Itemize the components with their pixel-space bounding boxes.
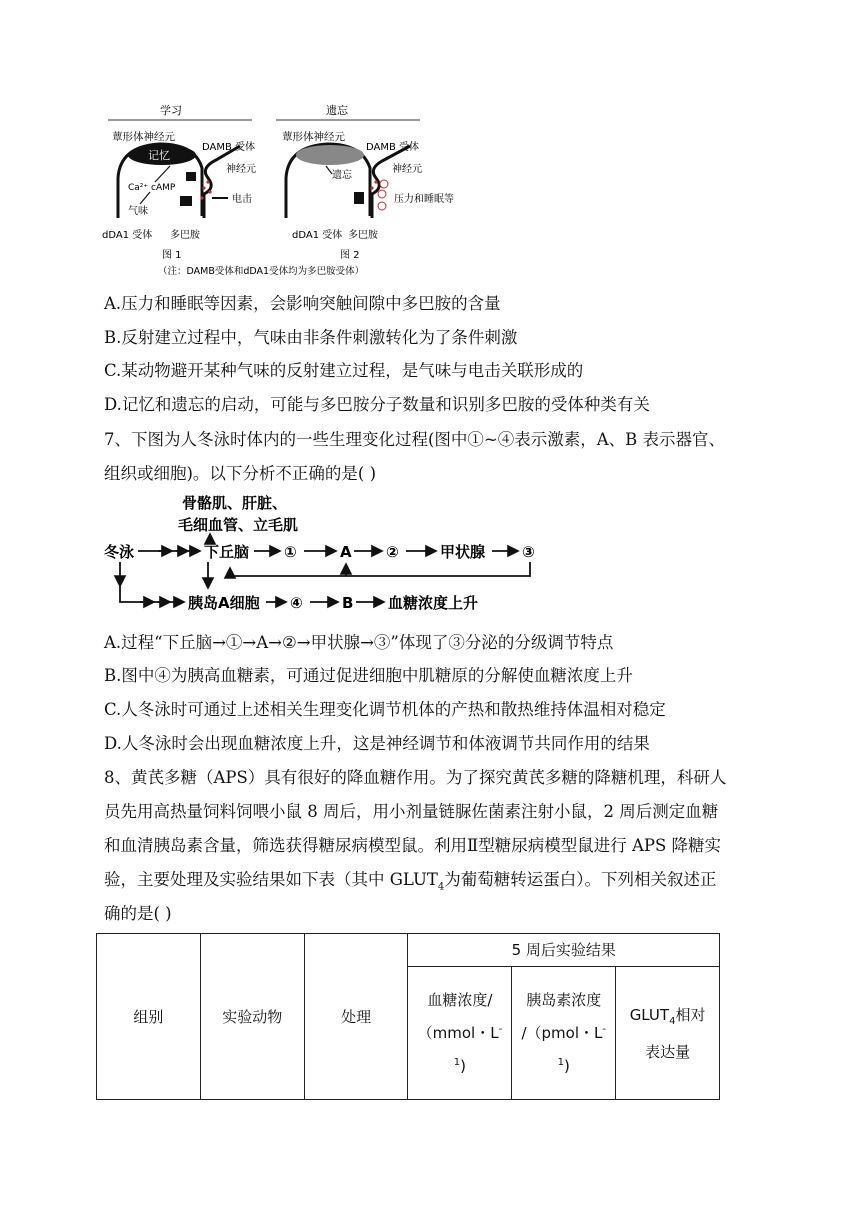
- q8-stem-line-4: [104, 869, 717, 898]
- dda1-receptor-label-2: dDA1 受体: [292, 230, 343, 241]
- header-glut4-c: 表达量: [645, 1042, 691, 1061]
- fig1-caption: 图 1: [162, 250, 182, 261]
- q7-option-b: B.图中④为胰高血糖素，可通过促进细胞中肌糖原的分解使血糖浓度上升: [104, 666, 633, 685]
- panel-learn-title: 学习: [160, 104, 182, 117]
- hormone-1-node: ①: [284, 543, 297, 561]
- glucose-up-node: 血糖浓度上升: [388, 594, 479, 612]
- neuron-label-2: 神经元: [392, 164, 422, 175]
- forget-region: [296, 145, 364, 165]
- header-animal: 实验动物: [200, 934, 304, 1100]
- damb-receptor-label-2: DAMB 受体: [366, 142, 420, 153]
- q6-option-a: A.压力和睡眠等因素，会影响突触间隙中多巴胺的含量: [104, 294, 501, 313]
- header-glucose-line-1: 血糖浓度/: [427, 991, 493, 1009]
- dopamine-label-2: 多巴胺: [348, 230, 378, 241]
- q8-stem-line-3: 和血清胰岛素含量，筛选获得糖尿病模型鼠。利用Ⅱ型糖尿病模型鼠进行 APS 降糖实: [104, 836, 722, 855]
- hormone-4-node: ④: [290, 594, 303, 612]
- memory-label: 记忆: [148, 149, 170, 162]
- damb-receptor-label-1: DAMB 受体: [202, 142, 256, 153]
- effector-targets-line-1: 骨骼肌、肝脏、: [182, 494, 288, 512]
- figure-note: （注：DAMB受体和dDA1受体均为多巴胺受体）: [158, 266, 365, 277]
- dopamine-label-1: 多巴胺: [170, 230, 200, 241]
- experiment-table: [96, 933, 720, 1100]
- header-glucose-exp: 1: [453, 1057, 461, 1068]
- dda1-receptor-label-1: dDA1 受体: [102, 230, 153, 241]
- hormone-2-node: ②: [386, 543, 399, 561]
- q6-option-d: D.记忆和遗忘的启动，可能与多巴胺分子数量和识别多巴胺的受体种类有关: [104, 395, 650, 414]
- q8-stem-line-2: 员先用高热量饲料饲喂小鼠 8 周后，用小剂量链脲佐菌素注射小鼠，2 周后测定血糖: [104, 802, 719, 821]
- q8-stem-line-4-end: 为葡萄糖转运蛋白）。下列相关叙述正: [444, 870, 717, 889]
- organ-b-node: B: [342, 594, 354, 612]
- q7-option-a: A.过程“下丘脑→①→A→②→甲状腺→③”体现了③分泌的分级调节特点: [104, 633, 614, 652]
- panel-forget-title: 遗忘: [326, 104, 348, 117]
- q8-glut-subscript: 4: [437, 881, 445, 893]
- header-insulin-line-2: /（pmol・L: [521, 1024, 603, 1042]
- q7-stem-line-1: 7、下图为人冬泳时体内的一些生理变化过程(图中①~④表示激素，A、B 表示器官、: [104, 430, 726, 449]
- winter-swim-diagram: [100, 490, 550, 618]
- header-glut4-b: 相对: [675, 1005, 706, 1024]
- hormone-3-node: ③: [522, 543, 535, 561]
- hypothalamus-node: 下丘脑: [204, 543, 250, 561]
- thyroid-node: 甲状腺: [440, 543, 486, 561]
- neuron-label-1: 神经元: [226, 164, 256, 175]
- q8-stem-line-4-start: 验，主要处理及实验结果如下表（其中 GLUT: [104, 870, 438, 889]
- header-group: 组别: [97, 934, 201, 1100]
- header-glut4: [616, 967, 720, 1100]
- header-insulin-sup: -: [602, 1024, 606, 1035]
- q6-option-b: B.反射建立过程中，气味由非条件刺激转化为了条件刺激: [104, 328, 518, 347]
- fig2-caption: 图 2: [340, 250, 360, 261]
- organ-a-node: A: [340, 543, 352, 561]
- header-results: 5 周后实验结果: [408, 934, 720, 967]
- q8-stem-line-1: 8、黄芪多糖（APS）具有很好的降血糖作用。为了探究黄芪多糖的降糖机理，科研人: [104, 768, 727, 787]
- odor-label: 气味: [128, 206, 148, 217]
- shock-label: 电击: [232, 194, 252, 205]
- header-glut4-a: GLUT: [629, 1005, 670, 1024]
- stress-sleep-label: 压力和睡眠等: [394, 194, 454, 205]
- q7-stem-line-2: 组织或细胞)。以下分析不正确的是( ): [104, 464, 377, 483]
- header-glucose: 血糖浓度/ （mmol・L- $^1$): [408, 967, 512, 1100]
- header-insulin-line-1: 胰岛素浓度: [526, 991, 602, 1009]
- forget-label: 遗忘: [332, 170, 352, 181]
- header-glucose-sup: -: [498, 1024, 503, 1035]
- winter-swim-node: 冬泳: [104, 543, 135, 561]
- q8-stem-line-5: 确的是( ): [104, 904, 172, 923]
- ca-camp-label: Ca²⁺ cAMP: [128, 183, 176, 193]
- header-insulin: 胰岛素浓度 /（pmol・L- $^1$): [512, 967, 616, 1100]
- header-glut4-sub: 4: [669, 1015, 676, 1027]
- header-insulin-exp: 1: [557, 1057, 564, 1068]
- effector-targets-line-2: 毛细血管、立毛肌: [178, 516, 299, 534]
- header-glucose-line-2: （mmol・L: [417, 1024, 499, 1042]
- header-treatment: 处理: [304, 934, 408, 1100]
- q6-option-c: C.某动物避开某种气味的反射建立过程，是气味与电击关联形成的: [104, 361, 584, 380]
- islet-a-cell-node: 胰岛A细胞: [188, 594, 260, 612]
- q7-option-c: C.人冬泳时可通过上述相关生理变化调节机体的产热和散热维持体温相对稳定: [104, 700, 666, 719]
- q7-option-d: D.人冬泳时会出现血糖浓度上升，这是神经调节和体液调节共同作用的结果: [104, 734, 650, 753]
- memory-forgetting-figure: [100, 98, 480, 280]
- mushroom-neuron-label-1: 蕈形体神经元: [112, 131, 175, 143]
- mushroom-neuron-label-2: 蕈形体神经元: [282, 131, 345, 143]
